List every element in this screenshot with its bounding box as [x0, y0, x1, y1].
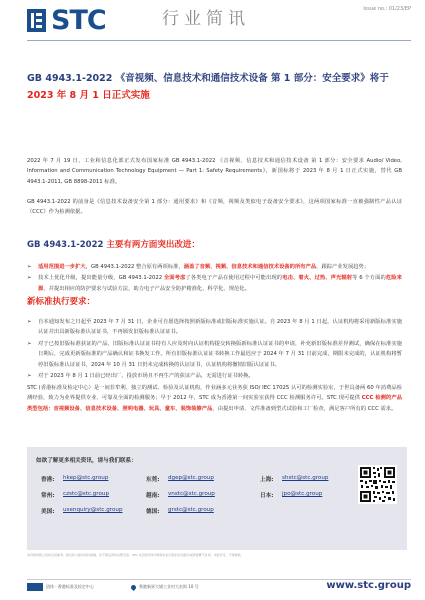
header — [0, 0, 425, 40]
headline-text: GB 4943.1-2022 《音视频、信息技术和通信技术设备 第 1 部分：安全要求》将于 — [27, 73, 389, 84]
contact-email-link[interactable]: usenquiry@stc.group — [63, 507, 123, 513]
contact-city: 上海: — [260, 477, 274, 483]
list-item: ➢ 自本通知发布之日起至 2023 年 7 月 31 日，企业可自愿选择按照新版标准或旧版标准实施认证。自 2023 年 8 月 1 日起，认证机构将采用新版标准实施认证并出具新版标准认证证书，不再颁发旧版标准认证证书。 — [27, 319, 402, 336]
stc-logo[interactable] — [27, 7, 106, 34]
page-title: 行业简讯 — [162, 9, 250, 29]
improvements-heading — [27, 240, 200, 251]
contact-city: 德国: — [146, 509, 160, 515]
footer-logo-icon — [27, 583, 43, 591]
contact-city: 东莞: — [146, 477, 160, 483]
arrow-bullet-icon: ➢ — [27, 264, 32, 270]
requirements-heading-text: 新标准执行要求： — [27, 297, 96, 307]
contact-city: 越南: — [146, 493, 160, 499]
list-item: ➢ 对于已按旧版标准获证的产品，旧版标准认证证书持有人应及时向认证机构提交转换版新标准认证证书的申请，补充新旧版标准差异测试，确保在标准实施日期后，完成更新版标准的产品确认和证书换发工作。所有旧版标准认证证书转换工作最迟应于 2024 年 7 月 31 日前完成，期限未完成的，认证机构将暂停旧版标准认证证书，2024 年 10 月 31 日仍未完成转换的认证证书，认证机构将撤销旧版认证证书。 — [27, 340, 402, 368]
stc-logo-icon — [27, 9, 46, 32]
list-item: ➢ 技术上优化升级，提出能量分级，GB 4943.1-2022 全面考虑了各类电子产品在使用过程中可能出现的电击、着火、过热、声光辐射等 6 个方面的危险来源，并提出相应的防护要求与试验方法，助力电子产品安全防护精准化、科学化、规范化。 — [27, 275, 402, 292]
contact-email-link[interactable]: dgep@stc.group — [168, 475, 214, 481]
arrow-bullet-icon: ➢ — [27, 340, 32, 347]
logo-text: STC — [51, 5, 106, 36]
contact-email-link[interactable]: shstc@stc.group — [282, 475, 329, 481]
disclaimer-text: 本刊物所载之资料仅供参考。我们致力保持资料准确，但不保证资料完整无误。STC 对因使用本刊物资料而引致的任何损失或损害概不负责。未经许可，不得转载。 — [27, 553, 244, 557]
contact-title: 如欲了解更多相关资讯，请与我们联系： — [36, 458, 137, 464]
header-divider — [27, 40, 411, 41]
arrow-bullet-icon: ➢ — [27, 275, 32, 282]
contact-city: 香港: — [41, 477, 55, 483]
arrow-bullet-icon: ➢ — [27, 373, 32, 380]
contact-city: 常州: — [41, 493, 55, 499]
contact-email-link[interactable]: vnstc@stc.group — [168, 491, 215, 497]
contact-email-link[interactable]: czstc@stc.group — [63, 491, 109, 497]
contact-box — [27, 447, 407, 550]
headline-date: 2023 年 8 月 1 日正式实施 — [27, 90, 150, 101]
headline — [27, 70, 402, 104]
improvements-heading-standard: GB 4943.1-2022 — [27, 240, 107, 250]
about-stc-paragraph: STC (香港标准及检定中心）是一间非牟利、独立的测试、检验及认证机构，作业涵多元业务获 ISO/ IEC 17025 认可的检测实验室，于世具备两 60 年消费品检测经验，致力为业界提供专业、可靠及全面的检测服务；早于 2012 年，STC 成为香港第一间实验室获得 CCC 检测服务许可。STC 现可提供 CCC 检测的产品类型包括：音视频设备、信息技术设备、照明电器、玩具、童车、装饰装修产品，由提出申请、文件准备到型式试验和工厂检查，满足客户所有的 CCC 需求。 — [27, 385, 402, 412]
website-link[interactable]: www.stc.group — [326, 580, 411, 591]
intro-paragraph-1: 2022 年 7 月 19 日，工业和信息化部正式发布国家标准 GB 4943.1-2022 《音视频、信息技术和通信技术设备 第 1 部分：安全要求 Audio/ Video, Information and Communication Technology Equipment — Part 1: Safety Requirements》，新国标将于 2023 年 8 月 1 日正式实施，替代 GB 4943.1-2011, GB 8898-2011 标准。 — [27, 158, 402, 185]
footer-address-text: 香港新界大埔工业村大宏街 10 号 — [139, 584, 199, 589]
arrow-bullet-icon: ➢ — [27, 319, 32, 325]
contact-city: 美国: — [41, 509, 55, 515]
list-item: ➢ 适用范围进一步扩大，GB 4943.1-2022 整合原有两项标准，涵盖了音频、视频、信息技术和通信技术设备的所有产品，跟踪产业发展趋势； — [27, 262, 402, 272]
contact-email-link[interactable]: grstc@stc.group — [168, 507, 214, 513]
intro-paragraph-2: GB 4943.1-2022 的前身是《信息技术设备安全第 1 部分：通用要求》和《音频，视频及类似电子设备安全要求》，这两项国家标准一直被强制性产品认证（CCC）作为检测依据。 — [27, 199, 402, 216]
footer-address — [131, 584, 199, 590]
requirements-list — [27, 317, 402, 382]
requirements-heading — [27, 297, 95, 308]
issue-number: Issue no.: 01/23/EP — [363, 6, 411, 12]
list-item: ➢ 对于 2023 年 8 月 1 日前已经出厂、投放市场且不再生产的获证产品，无需进行证书转换。 — [27, 371, 402, 381]
contact-city: 日本: — [260, 493, 274, 499]
footer-organization: 团体 · 香港标准及检定中心 — [46, 584, 94, 589]
location-pin-icon — [130, 583, 137, 590]
improvements-heading-text: 主要有两方面突出改进： — [106, 240, 200, 250]
contact-email-link[interactable]: jpo@stc.group — [282, 491, 323, 497]
contact-email-link[interactable]: hkep@stc.group — [63, 475, 109, 481]
qr-code-icon[interactable] — [358, 465, 397, 504]
improvements-list — [27, 262, 402, 295]
